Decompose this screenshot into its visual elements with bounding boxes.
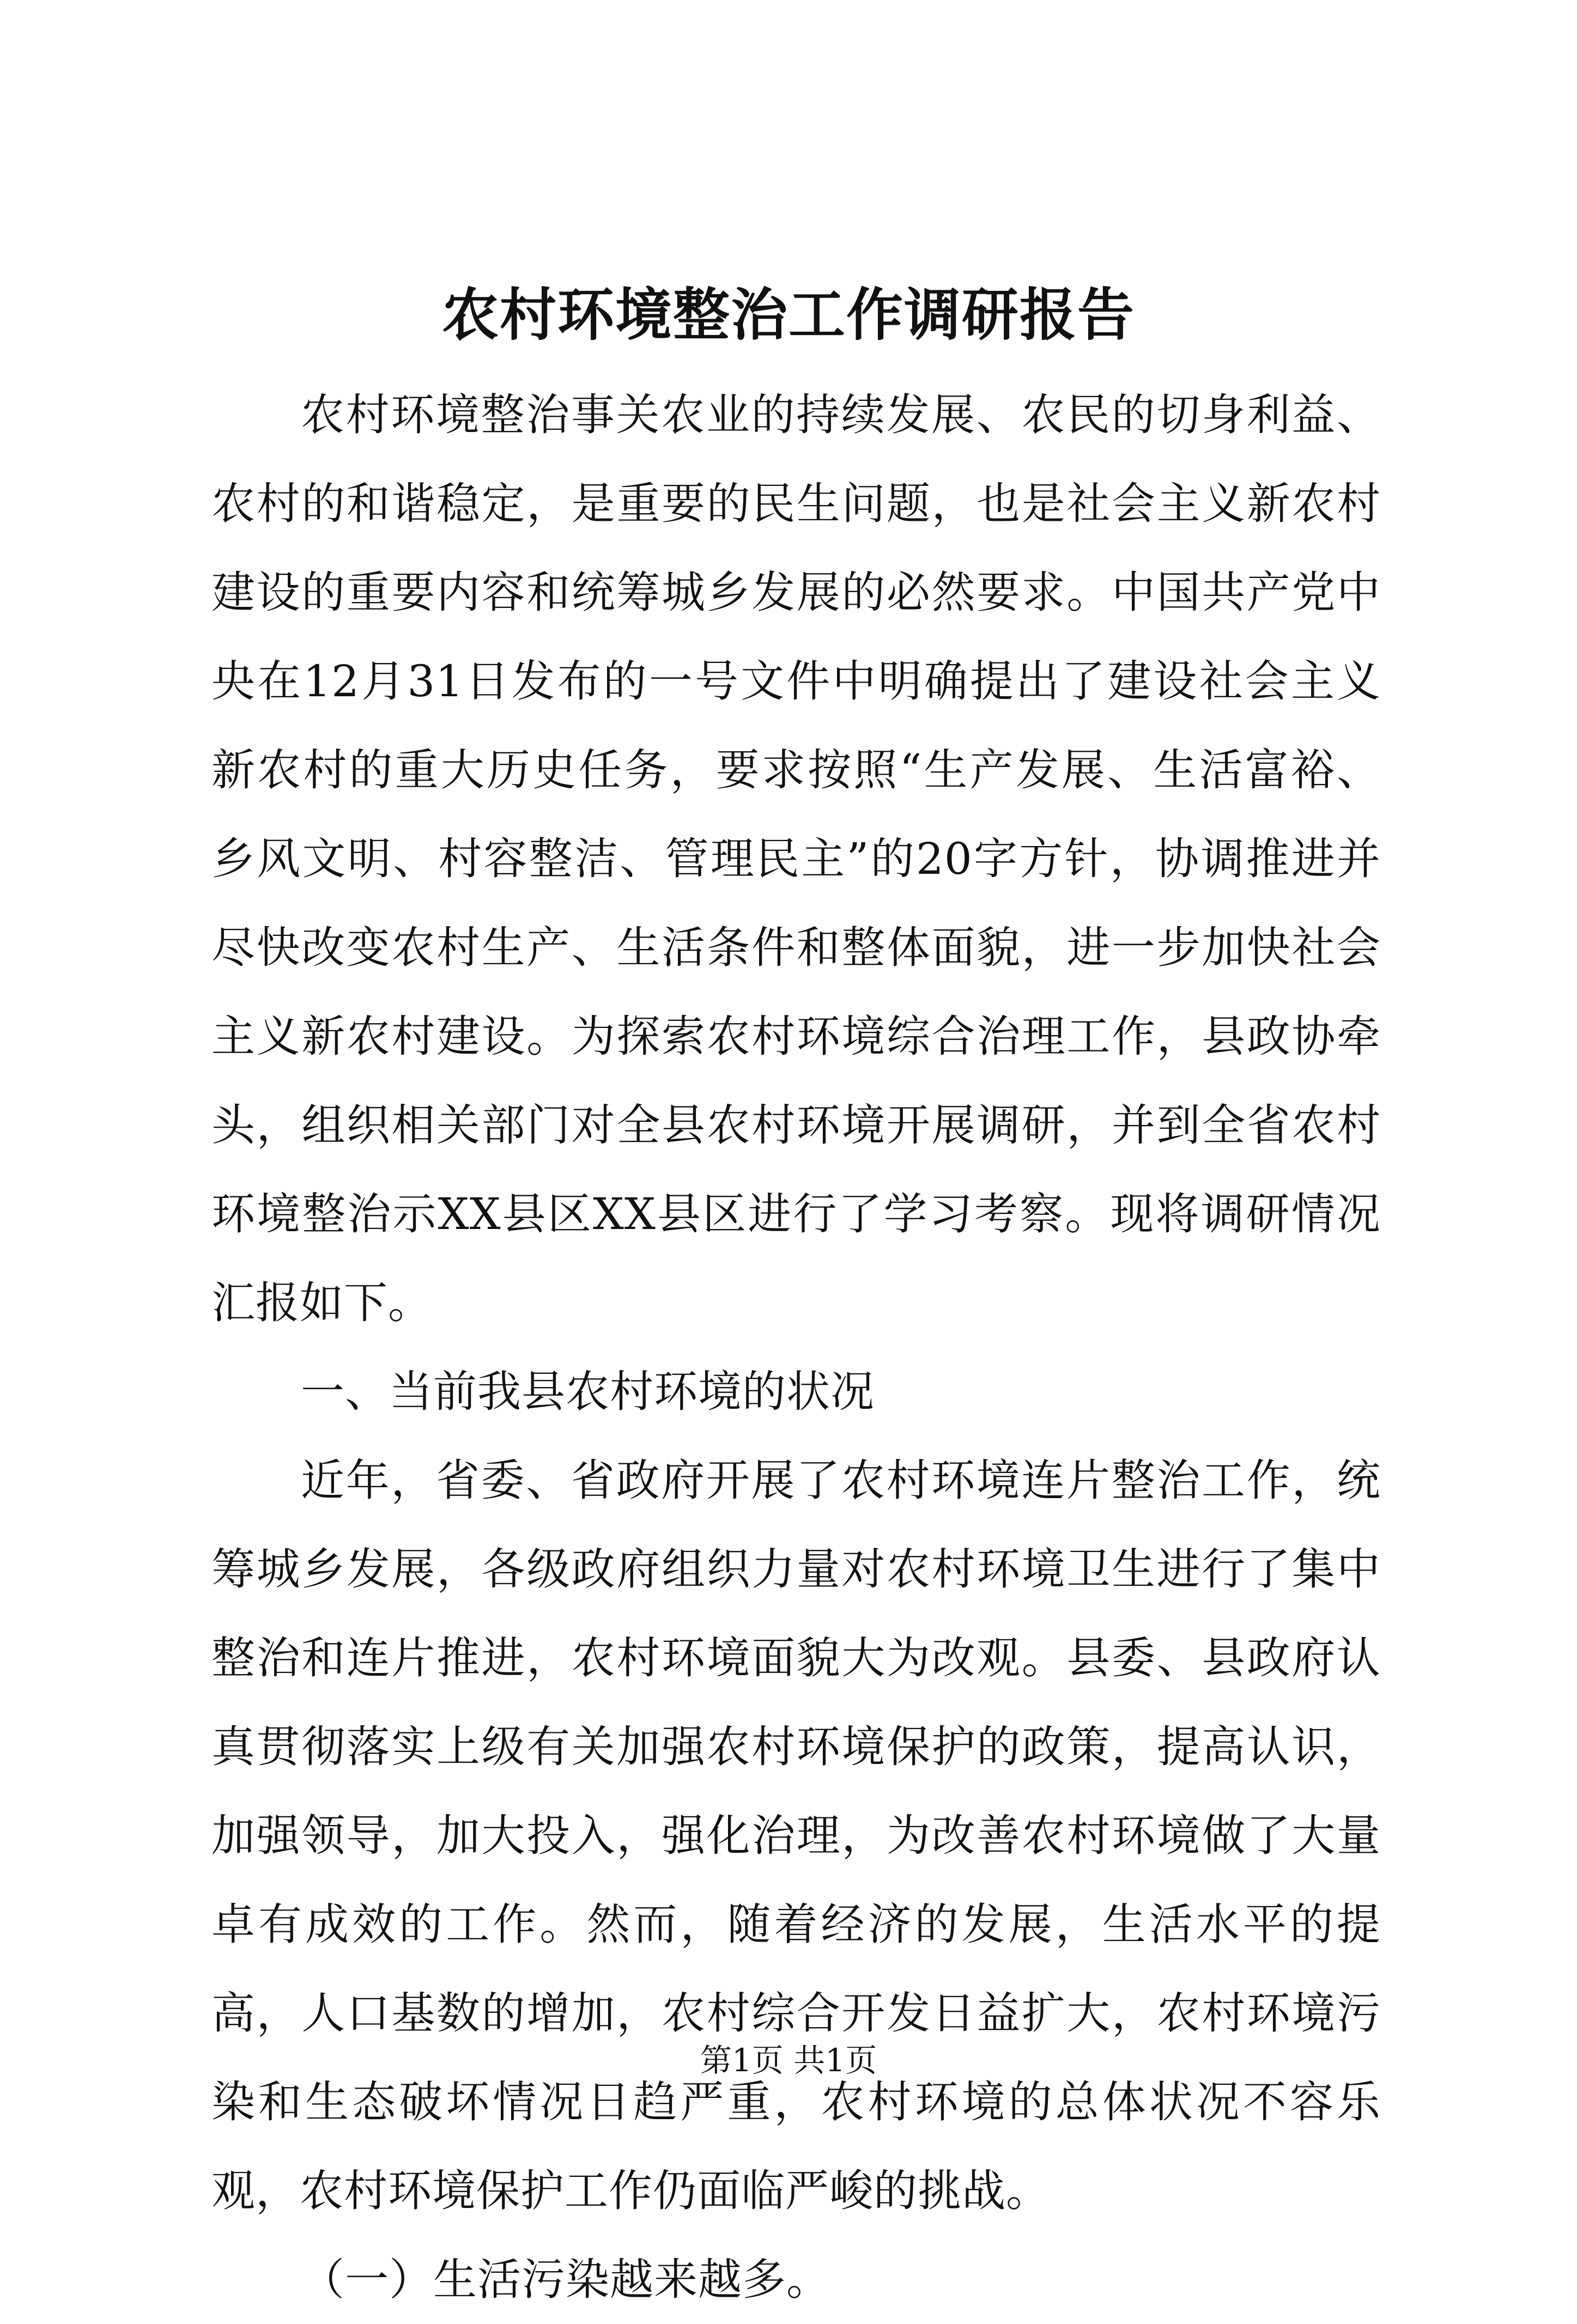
section-paragraph: 近年，省委、省政府开展了农村环境连片整治工作，统筹城乡发展，各级政府组织力量对农村环境卫生进行了集中整治和连片推进，农村环境面貌大为改观。县委、县政府认真贯彻落实上级有关加强农村环境保护的政策，提高认识，加强领导，加大投入，强化治理，为改善农村环境做了大量卓有成效的工作。然而，随着经济的发展，生活水平的提高，人口基数的增加，农村综合开发日益扩大，农村环境污染和生态破坏情况日趋严重，农村环境的总体状况不容乐观，农村环境保护工作仍面临严峻的挑战。 (211, 1455, 1381, 2216)
subsection-heading: （一）生活污染越来越多。 (301, 2254, 830, 2305)
intro-paragraph: 农村环境整治事关农业的持续发展、农民的切身利益、农村的和谐稳定，是重要的民生问题，也是社会主义新农村建设的重要内容和统筹城乡发展的必然要求。中国共产党中央在12月31日发布的一号文件中明确提出了建设社会主义新农村的重大历史任务，要求按照“生产发展、生活富裕、乡风文明、村容整洁、管理民主”的20字方针，协调推进并尽快改变农村生产、生活条件和整体面貌，进一步加快社会主义新农村建设。为探索农村环境综合治理工作，县政协牵头，组织相关部门对全县农村环境开展调研，并到全省农村环境整治示XX县区XX县区进行了学习考察。现将调研情况汇报如下。 (211, 390, 1381, 1328)
document-title: 农村环境整治工作调研报告 (441, 281, 1135, 348)
document-body (211, 370, 1381, 2324)
page-footer: 第1页 共1页 (700, 2042, 877, 2079)
section-heading: 一、当前我县农村环境的状况 (301, 1366, 875, 1417)
